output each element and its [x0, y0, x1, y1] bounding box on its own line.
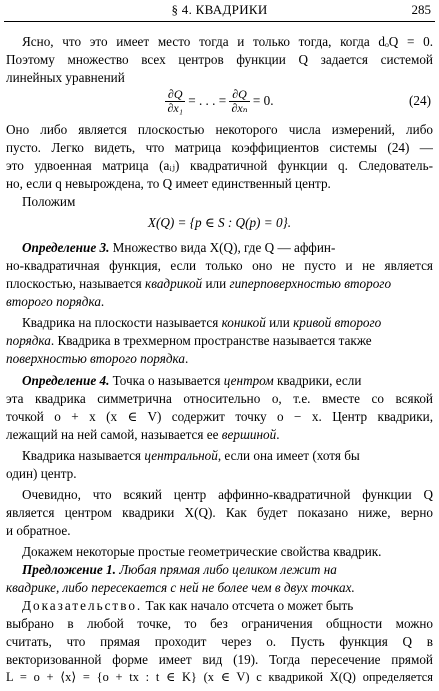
term-center: центром — [223, 373, 274, 388]
formula-xq: X(Q) = {p ∈ S : Q(p) = 0}. — [147, 215, 292, 230]
text-line: является центром квадрики X(Q). Как будет показано ниже, верно — [6, 505, 433, 520]
text-line: и обратное. — [6, 523, 71, 538]
equation-number: (24) — [409, 93, 431, 108]
text-line: плоскостью, называется квадрикой или гиперповерхностью второго — [6, 276, 392, 291]
text-line: но-квадратичная функция, если только оно не пусто и не является — [6, 258, 433, 273]
proposition-1-label: Предложение 1. — [22, 562, 116, 577]
text-line: лежащий на ней самой, называется ее вершиной. — [6, 427, 280, 442]
definition-3-label: Определение 3. — [22, 240, 110, 255]
text-line: квадрике, либо пересекается с ней не более чем в двух точках. — [6, 580, 355, 595]
text-line: считать, что прямая проходит через o. Пусть функция Q в — [6, 634, 433, 649]
text-line: Оно либо является плоскостью некоторого числа измерений, либо — [6, 122, 433, 137]
text-line: L = o + ⟨x⟩ = {o + tx : t ∈ K} (x ∈ V) с квадрикой X(Q) определяется — [6, 670, 433, 684]
text-line: но, если q невырождена, то Q имеет единственный центр. — [6, 176, 331, 191]
term-vertex: вершиной — [221, 427, 277, 442]
page-number: 285 — [411, 2, 431, 17]
definition-4-line: Определение 4. Точка o называется центром квадрики, если — [22, 373, 362, 388]
text-line: поверхностью второго порядка. — [6, 351, 189, 366]
text-line: векторизованной форме имеет вид (19). Тогда пересечение прямой — [6, 652, 433, 667]
text-line: Квадрика на плоскости называется коникой или кривой второго — [22, 315, 382, 330]
text-line: линейных уравнений — [6, 70, 125, 85]
text-line: один) центр. — [6, 466, 77, 481]
header-rule — [4, 21, 435, 22]
running-header — [0, 0, 439, 20]
term-conic: коникой — [221, 315, 266, 330]
section-title: § 4. КВАДРИКИ — [171, 2, 268, 17]
text-line: Положим — [22, 194, 76, 209]
text-line: Ясно, что это имеет место тогда и только тогда, когда dₒQ = 0. — [22, 34, 433, 49]
text-line: второго порядка. — [6, 294, 105, 309]
equation-24: $\frac{\partial Q}{\text{∂x₁}}$ = . . . = $\frac{\partial Q}{\text{∂xₙ}}$ = 0. — [167, 88, 274, 116]
text-line: точкой o + x (x ∈ V) содержит точку o − x. Центр квадрики, — [6, 409, 433, 424]
text-line: Очевидно, что всякий центр аффинно-квадратичной функции Q — [22, 487, 433, 502]
proposition-1-line: Предложение 1. Любая прямая либо целиком лежит на — [22, 562, 337, 577]
proof-label: Доказательство. — [22, 598, 143, 613]
fraction: $\frac{\partial Q}{\text{∂x₁}}$ — [167, 88, 183, 116]
term-central: центральной — [144, 448, 218, 463]
term-surface: поверхностью второго порядка — [6, 351, 185, 366]
fraction: $\frac{\partial Q}{\text{∂xₙ}}$ — [231, 88, 248, 116]
definition-4-label: Определение 4. — [22, 373, 110, 388]
text-line: пусто. Легко видеть, что матрица коэффициентов системы (24) — — [6, 140, 433, 155]
text-line: это удвоенная матрица (aᵢⱼ) квадратичной функции q. Следователь- — [6, 158, 433, 173]
term-hypersurface: гиперповерхностью второго — [229, 276, 392, 291]
text-line: Докажем некоторые простые геометрические свойства квадрик. — [22, 544, 382, 559]
text-line: выбрано в любой точке, то без ограничения общности можно — [6, 616, 433, 631]
term-quadric: квадрикой — [145, 276, 203, 291]
proof-line: Доказательство. Так как начало отсчета o может быть — [22, 598, 354, 613]
text-line: Квадрика называется центральной, если она имеет (хотя бы — [22, 448, 360, 463]
text-line: порядка. Квадрика в трехмерном пространстве называется также — [6, 333, 372, 348]
text-line: эта квадрика симметрична относительно o, т.е. вместе со всякой — [6, 391, 433, 406]
text-line: Поэтому множество всех центров функции Q задается системой — [6, 52, 433, 67]
definition-3-line: Определение 3. Множество вида X(Q), где Q — аффин- — [22, 240, 336, 255]
